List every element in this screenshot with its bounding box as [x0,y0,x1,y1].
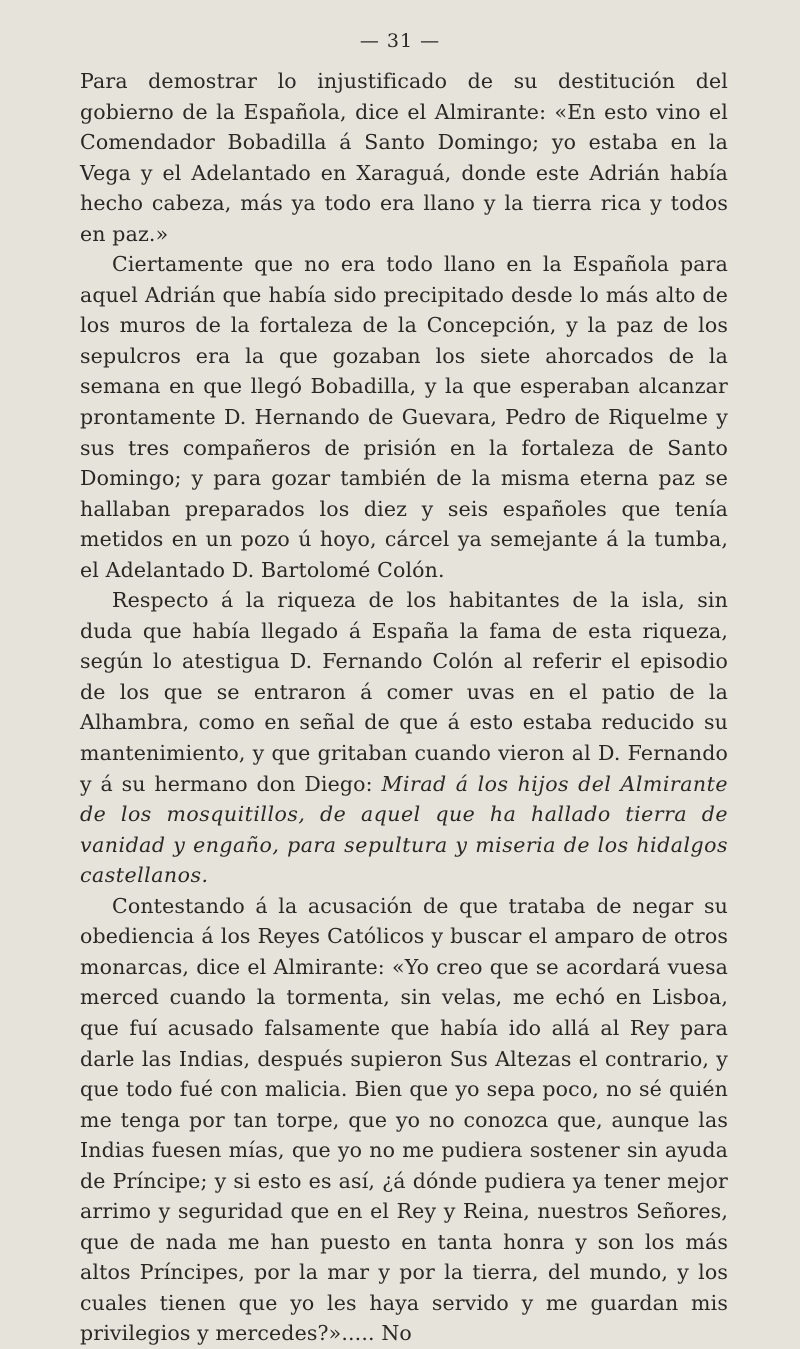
paragraph-3 [80,585,728,890]
paragraph-4: Contestando á la acusación de que trataba de negar su obediencia á los Reyes Católicos y buscar el amparo de otros monarcas, dice el Almirante: «Yo creo que se acordará vuesa merced cuando la tormenta, sin velas, me echó en Lisboa, que fuí acusado falsamente que había ido allá al Rey para darle las Indias, después supieron Sus Altezas el contrario, y que todo fué con malicia. Bien que yo sepa poco, no sé quién me tenga por tan torpe, que yo no conozca que, aunque las Indias fuesen mías, que yo no me pudiera sostener sin ayuda de Príncipe; y si esto es así, ¿á dónde pudiera ya tener mejor arrimo y seguridad que en el Rey y Reina, nuestros Señores, que de nada me han puesto en tanta honra y son los más altos Príncipes, por la mar y por la tierra, del mundo, y los cuales tienen que yo les haya servido y me guardan mis privilegios y mercedes?»..... No [80,893,728,1346]
page-number: — 31 — [359,30,441,52]
paragraph-3-text: Respecto á la riqueza de los habitantes de la isla, sin duda que había llegado á España la fama de esta riqueza, según lo atestigua D. Fernando Colón al referir el episodio de los que se entraron á comer uvas en el patio de la Alhambra, como en señal de que á esto estaba reducido su mantenimiento, y que gritaban cuando vieron al D. Fernando y á su hermano don Diego: [80,588,728,796]
body-text [80,66,728,1349]
paragraph-2: Ciertamente que no era todo llano en la Española para aquel Adrián que había sido precipitado desde lo más alto de los muros de la fortaleza de la Concepción, y la paz de los sepulcros era la que gozaban los siete ahorcados de la semana en que llegó Bobadilla, y la que esperaban alcanzar prontamente D. Hernando de Guevara, Pedro de Riquelme y sus tres compañeros de prisión en la fortaleza de Santo Domingo; y para gozar también de la misma eterna paz se hallaban preparados los diez y seis españoles que tenía metidos en un pozo ú hoyo, cárcel ya semejante á la tumba, el Adelantado D. Bartolomé Colón. [80,252,728,582]
paragraph-3-quote-italic: Mirad á los hijos del Almirante de los mosquitillos, de aquel que ha hallado tierra de vanidad y engaño, para sepultura y miseria de los hidalgos castellanos. [80,771,729,888]
paragraph-1: Para demostrar lo injustificado de su destitución del gobierno de la Española, dice el Almirante: «En esto vino el Comendador Bobadilla á Santo Domingo; yo estaba en la Vega y el Adelantado en Xaraguá, donde este Adrián había hecho cabeza, más ya todo era llano y la tierra rica y todos en paz.» [80,69,728,246]
